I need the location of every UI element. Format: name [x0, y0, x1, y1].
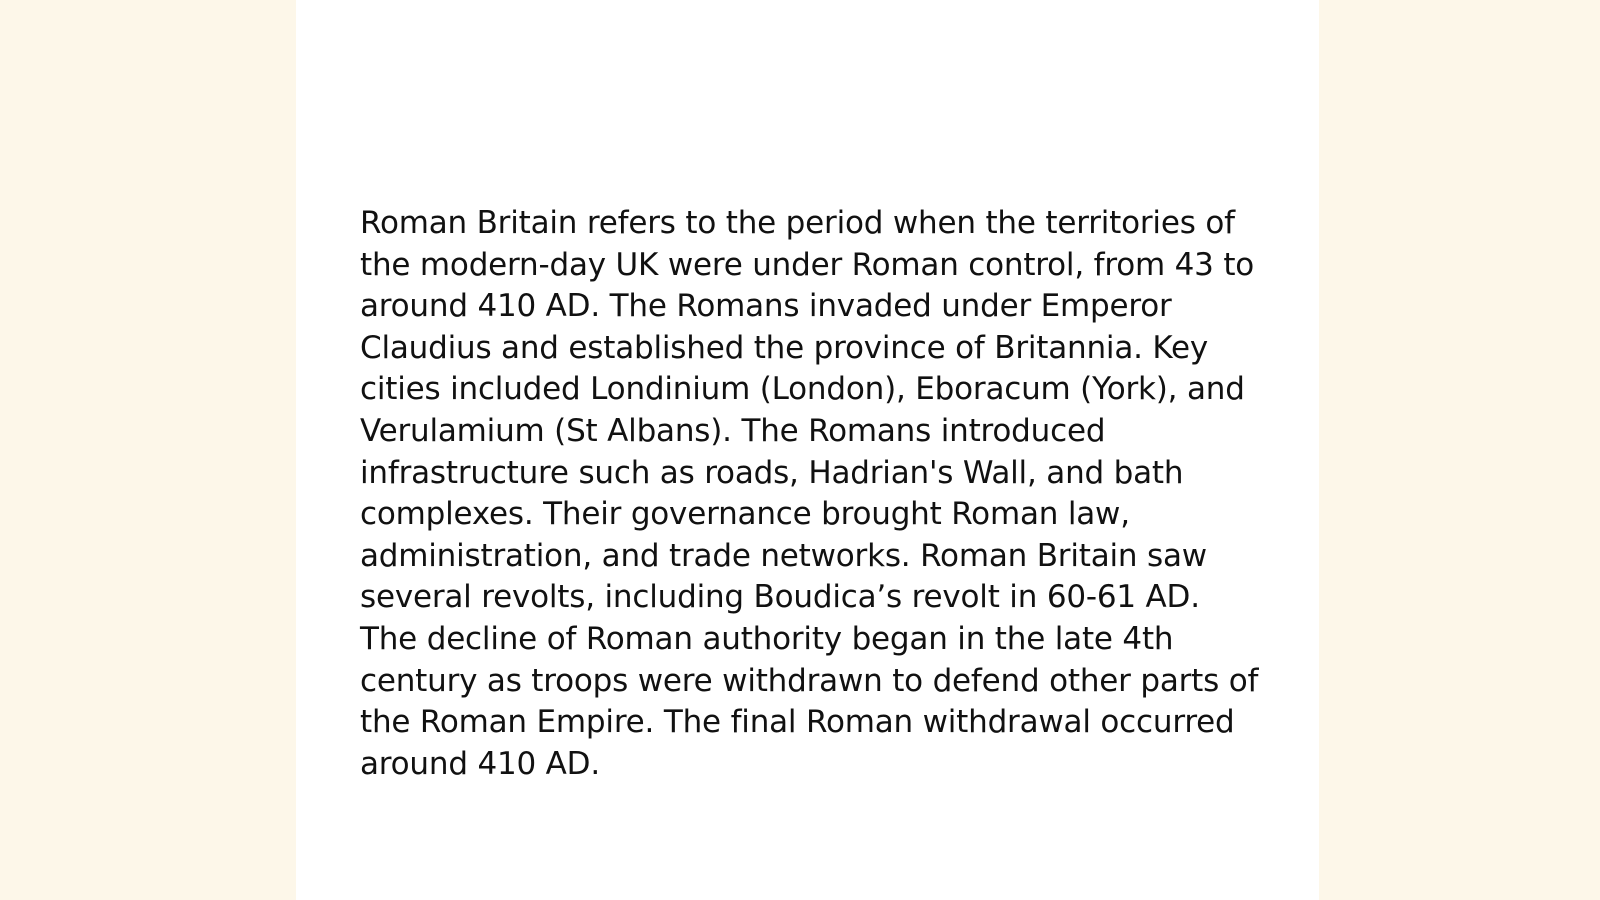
body-paragraph: Roman Britain refers to the period when the territories of the modern-day UK were under Roman control, from 43 to around 410 AD. The Romans invaded under Emperor Claudius and established the province of Britannia. Key cities included Londinium (London), Eboracum (York), and Verulamium (St Albans). The Romans introduced infrastructure such as roads, Hadrian's Wall, and bath complexes. Their governance brought Roman law, administration, and trade networks. Roman Britain saw several revolts, including Boudica’s revolt in 60-61 AD. The decline of Roman authority began in the late 4th century as troops were withdrawn to defend other parts of the Roman Empire. The final Roman withdrawal occurred around 410 AD.: [360, 205, 1259, 782]
document-page: [296, 0, 1319, 900]
